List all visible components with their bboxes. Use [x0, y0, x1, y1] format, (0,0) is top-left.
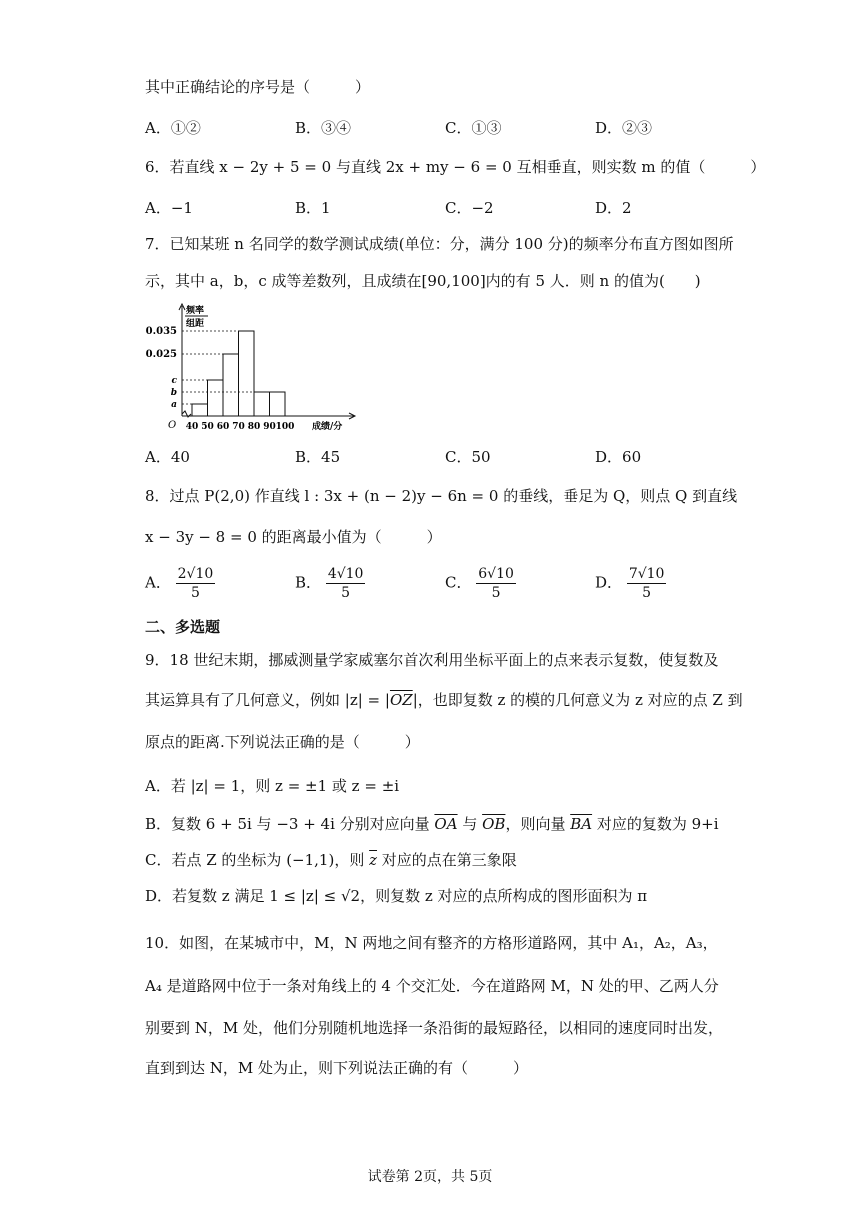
q10-stem-line2: A₄ 是道路网中位于一条对角线上的 4 个交汇处．今在道路网 M，N 处的甲、乙两人分	[145, 977, 719, 995]
q8-option-d-den: 5	[642, 585, 652, 601]
q8-option-b-fraction	[326, 565, 366, 602]
q9-line2-pre: 其运算具有了几何意义，例如 |z| = |	[145, 691, 390, 709]
q9-option-d[interactable]: D．若复数 z 满足 1 ≤ |z| ≤ √2，则复数 z 对应的点所构成的图形面积为 π	[145, 887, 648, 905]
q7-option-b[interactable]: B．45	[295, 448, 341, 466]
q8-option-d-fraction	[627, 565, 667, 602]
histogram-bar	[192, 404, 208, 416]
y-label-top: 频率	[186, 306, 205, 316]
x-tick-label: 60	[216, 422, 230, 432]
q9-c-post: 对应的点在第三象限	[377, 851, 517, 869]
q6-stem: 6．若直线 x − 2y + 5 = 0 与直线 2x + my − 6 = 0 互相垂直，则实数 m 的值（ ）	[145, 158, 766, 176]
q9-option-c[interactable]	[145, 850, 517, 870]
y-tick-label: 0.035	[145, 326, 177, 337]
y-tick-label: a	[171, 400, 177, 410]
q5-stem-tail: 其中正确结论的序号是（ ）	[145, 78, 371, 96]
q5-option-a[interactable]: A．①②	[145, 119, 201, 137]
q7-option-c[interactable]: C．50	[445, 448, 491, 466]
q8-option-d-num: 7√10	[628, 566, 665, 582]
x-tick-label: 40	[185, 422, 199, 432]
q9-line2-post: |，也即复数 z 的模的几何意义为 z 对应的点 Z 到	[412, 691, 743, 709]
q10-stem-line4: 直到到达 N，M 处为止，则下列说法正确的有（ ）	[145, 1059, 529, 1077]
q9-stem-line3: 原点的距离.下列说法正确的是（ ）	[145, 733, 420, 751]
q9-b-mid2: ，则向量	[505, 815, 571, 833]
q5-option-d[interactable]: D．②③	[595, 119, 653, 137]
q8-option-a-num: 2√10	[177, 566, 214, 582]
y-tick-label: 0.025	[145, 349, 177, 360]
q5-option-b[interactable]: B．③④	[295, 119, 352, 137]
x-tick-label: 80	[247, 422, 261, 432]
q8-option-c-fraction	[476, 565, 516, 602]
q9-option-a[interactable]: A．若 |z| = 1，则 z = ±1 或 z = ±i	[145, 777, 400, 795]
y-tick-label: b	[170, 388, 177, 398]
conjugate-z: $\overline{z}$	[369, 851, 378, 869]
q9-b-pre: B．复数 6 + 5i 与 −3 + 4i 分别对应向量	[145, 815, 435, 833]
q8-option-b[interactable]	[295, 565, 365, 602]
q8-option-c-letter: C．	[445, 573, 472, 592]
y-tick-label: c	[171, 376, 177, 386]
vector-ob: $\overline{OB}$	[482, 815, 506, 833]
section-title-multi-choice: 二、多选题	[145, 618, 221, 636]
q8-option-b-den: 5	[341, 585, 351, 601]
q7-histogram	[140, 300, 360, 440]
q8-option-c-num: 6√10	[478, 566, 514, 582]
vector-ba: $\overline{BA}$	[570, 815, 593, 833]
q5-option-c[interactable]: C．①③	[445, 119, 502, 137]
x-tick-label: 70	[232, 422, 245, 432]
q9-stem-line2	[145, 690, 743, 710]
vector-oa: $\overline{OA}$	[434, 815, 458, 833]
q6-option-d[interactable]: D．2	[595, 199, 632, 217]
q8-option-b-letter: B．	[295, 573, 322, 592]
origin-label: O	[168, 420, 177, 431]
q8-option-d-letter: D．	[595, 573, 623, 592]
q8-stem-line2: x − 3y − 8 = 0 的距离最小值为（ ）	[145, 528, 442, 546]
histogram-bar	[208, 380, 224, 416]
q8-option-c-den: 5	[491, 585, 501, 601]
q8-stem-line1: 8．过点 P(2,0) 作直线 l : 3x + (n − 2)y − 6n = 0 的垂线，垂足为 Q，则点 Q 到直线	[145, 487, 738, 505]
q7-option-d[interactable]: D．60	[595, 448, 642, 466]
q9-c-pre: C．若点 Z 的坐标为 (−1,1)，则	[145, 851, 370, 869]
histogram-bar	[270, 392, 286, 416]
y-label-bottom: 组距	[186, 319, 205, 329]
vector-oz: $\overline{OZ}$	[389, 691, 413, 709]
q7-stem-line1: 7．已知某班 n 名同学的数学测试成绩(单位：分，满分 100 分)的频率分布直方图如图所	[145, 235, 734, 253]
q8-option-a-den: 5	[190, 585, 200, 601]
q9-option-b[interactable]	[145, 814, 719, 834]
q8-option-d[interactable]	[595, 565, 666, 602]
x-tick-label: 50	[201, 422, 214, 432]
q6-option-b[interactable]: B．1	[295, 199, 331, 217]
x-tick-label: 90	[263, 422, 276, 432]
q8-option-a-fraction	[176, 565, 216, 602]
q7-option-a[interactable]: A．40	[145, 448, 190, 466]
q6-option-a[interactable]: A．−1	[145, 199, 193, 217]
q8-option-c[interactable]	[445, 565, 516, 602]
q6-option-c[interactable]: C．−2	[445, 199, 494, 217]
q7-stem-line2: 示，其中 a，b，c 成等差数列，且成绩在[90,100]内的有 5 人．则 n 的值为( )	[145, 272, 701, 290]
q9-b-post: 对应的复数为 9+i	[592, 815, 719, 833]
histogram-bar	[239, 331, 255, 416]
histogram-bar	[254, 392, 270, 416]
q8-option-b-num: 4√10	[327, 566, 364, 582]
q8-option-a[interactable]	[145, 565, 215, 602]
q9-stem-line1: 9．18 世纪末期，挪威测量学家威塞尔首次利用坐标平面上的点来表示复数，使复数及	[145, 651, 719, 669]
q9-b-mid: 与	[457, 815, 483, 833]
q8-option-a-letter: A．	[145, 573, 171, 592]
x-tick-label: 100	[275, 422, 295, 432]
q10-stem-line1: 10．如图，在某城市中，M，N 两地之间有整齐的方格形道路网，其中 A₁，A₂，A₃，	[145, 934, 718, 952]
x-axis-label: 成绩/分	[312, 422, 343, 432]
q10-stem-line3: 别要到 N，M 处，他们分别随机地选择一条沿街的最短路径，以相同的速度同时出发，	[145, 1019, 724, 1037]
page-footer: 试卷第 2页，共 5页	[367, 1169, 493, 1185]
histogram-bar	[223, 354, 239, 416]
